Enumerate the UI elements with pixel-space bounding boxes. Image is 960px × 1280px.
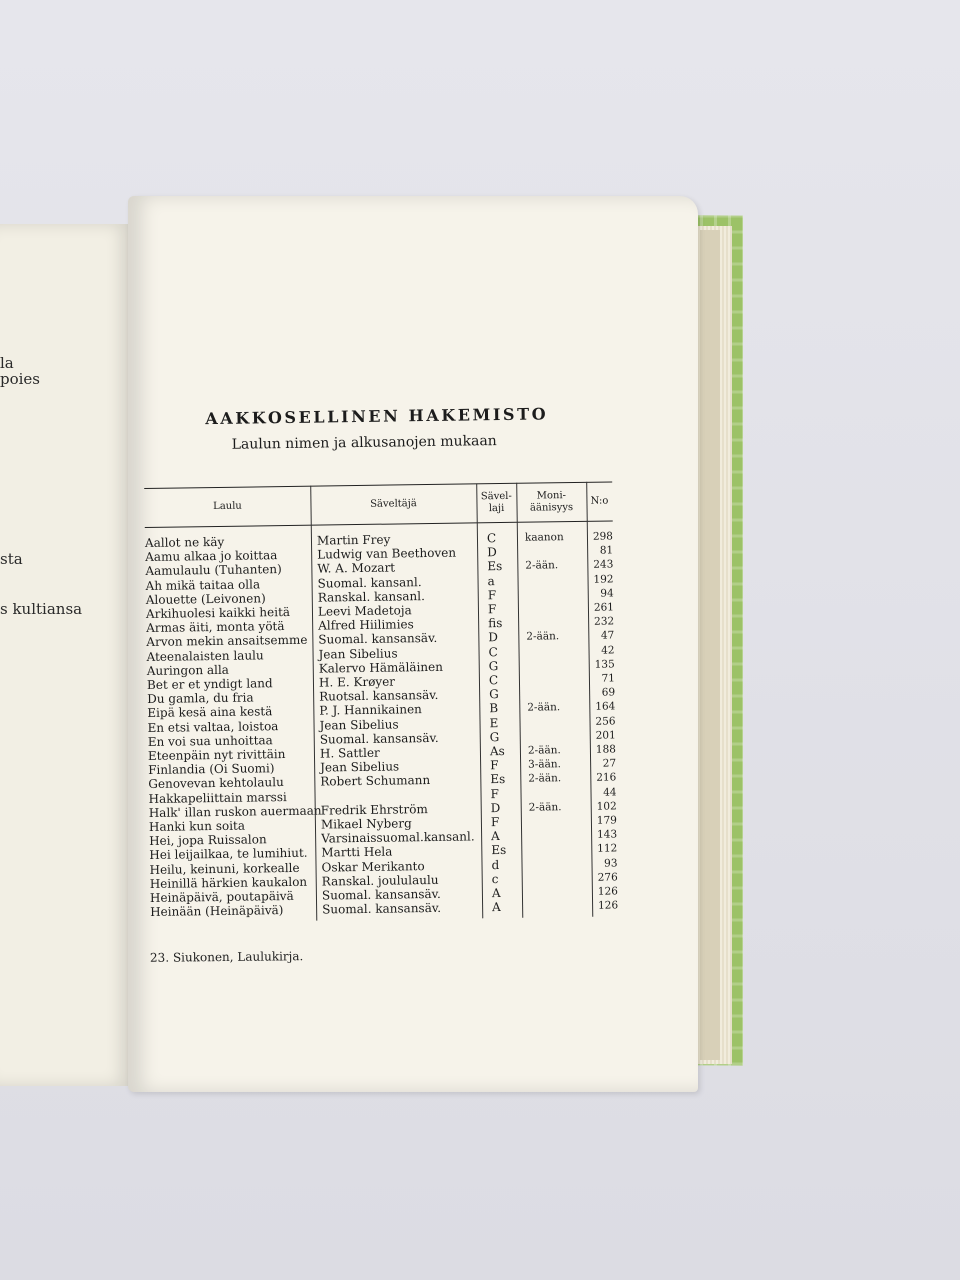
song-composer: Jean Sibelius [318, 646, 398, 662]
header-song: Laulu [213, 500, 242, 513]
song-composer: W. A. Mozart [317, 560, 396, 576]
song-number: 143 [596, 828, 618, 841]
song-title: Genovevan kehtolaulu [148, 775, 284, 792]
song-title: Auringon alla [146, 662, 230, 678]
song-composer: Martin Frey [316, 532, 391, 548]
song-voicing: 2-ään. [527, 701, 561, 715]
song-title: Heinillä härkien kaukalon [149, 874, 308, 891]
song-key: F [490, 815, 500, 830]
song-title: Heinään (Heinäpäivä) [150, 903, 284, 920]
song-title: Bet er et yndigt land [146, 676, 273, 692]
song-key: C [486, 531, 497, 546]
song-number: 27 [602, 757, 617, 770]
header-number: N:o [590, 495, 609, 507]
song-key: D [490, 800, 501, 815]
song-key: Es [487, 559, 503, 574]
song-number: 93 [604, 857, 618, 870]
song-title: Ah mikä taitaa olla [145, 576, 261, 593]
song-title: Hakkapeliittain marssi [148, 789, 287, 806]
song-composer: Oskar Merikanto [321, 858, 425, 875]
song-composer: Mikael Nyberg [320, 816, 412, 832]
left-text-fragment: s kultiansa [0, 600, 83, 618]
song-number: 47 [600, 629, 615, 643]
page-footer: 23. Siukonen, Laulukirja. [149, 949, 304, 965]
song-number: 69 [601, 686, 616, 699]
song-title: Hei, jopa Ruissalon [149, 832, 267, 849]
song-voicing: 2-ään. [528, 800, 562, 814]
song-voicing: 2-ään. [528, 772, 562, 786]
song-composer: Ranskal. kansanl. [317, 588, 425, 605]
left-text-fragment: poies [0, 370, 41, 388]
song-composer: Ruotsal. kansansäv. [319, 688, 439, 704]
song-composer: Jean Sibelius [319, 717, 399, 733]
song-key: a [487, 573, 495, 588]
song-number: 298 [592, 530, 614, 543]
song-number: 94 [600, 587, 614, 600]
page-subtitle: Laulun nimen ja alkusanojen mukaan [231, 433, 497, 453]
song-key: F [490, 786, 499, 801]
song-key: F [487, 602, 497, 617]
song-composer: Ranskal. joululaulu [321, 872, 439, 889]
song-key: C [488, 644, 498, 659]
song-key: A [491, 886, 501, 901]
song-composer: Kalervo Hämäläinen [318, 659, 444, 676]
song-key: fis [488, 616, 503, 631]
song-number: 164 [595, 700, 616, 714]
index-table [144, 481, 618, 925]
song-number: 188 [595, 743, 617, 756]
song-title: Hei leijailkaa, te lumihiut. [149, 846, 308, 863]
table-header [144, 481, 613, 528]
song-composer: Suomal. kansanl. [317, 574, 422, 591]
song-voicing: 3-ään. [528, 758, 562, 771]
song-title: Aamu alkaa jo koittaa [145, 548, 278, 565]
song-key: B [489, 701, 499, 716]
song-title: Armas äiti, monta yötä [146, 619, 285, 636]
song-composer: H. E. Krøyer [318, 674, 396, 690]
song-key: G [489, 729, 500, 744]
song-composer: Jean Sibelius [320, 759, 400, 775]
song-title: Arvon mekin ansaitsemme [146, 633, 308, 650]
header-multi: Moni- äänisyys [529, 490, 574, 514]
song-composer: Ludwig van Beethoven [317, 545, 457, 562]
song-composer: Suomal. kansansäv. [318, 631, 438, 647]
song-key: A [492, 900, 501, 915]
song-composer: Robert Schumann [320, 773, 431, 789]
song-key: F [487, 587, 497, 603]
song-composer: H. Sattler [319, 745, 380, 761]
song-title: Alouette (Leivonen) [145, 591, 266, 607]
song-title: Hanki kun soita [148, 818, 246, 834]
header-key: Sävel- laji [480, 490, 512, 515]
song-voicing: 2-ään. [526, 630, 560, 644]
song-title: Heilu, keinuni, korkealle [149, 860, 300, 877]
song-title: Du gamla, du fria [147, 690, 254, 707]
song-number: 201 [595, 729, 616, 742]
song-key: E [489, 715, 499, 730]
header-composer: Säveltäjä [370, 498, 417, 510]
song-composer: Suomal. kansansäv. [321, 886, 441, 903]
song-number: 126 [597, 899, 619, 912]
song-key: C [488, 673, 499, 688]
page-edges-shadow [700, 230, 720, 1060]
song-title: Halk' illan ruskon auermaan [148, 803, 322, 820]
song-key: As [489, 743, 505, 759]
song-key: F [490, 758, 499, 773]
song-number: 216 [596, 771, 617, 785]
page-title: AAKKOSELLINEN HAKEMISTO [205, 404, 549, 429]
song-title: Arkihuolesi kaikki heitä [145, 604, 291, 621]
left-page [0, 224, 135, 1086]
song-number: 71 [601, 672, 616, 685]
song-number: 112 [597, 842, 618, 856]
song-key: D [487, 545, 497, 560]
song-title: Aamulaulu (Tuhanten) [145, 562, 282, 579]
song-number: 256 [595, 715, 616, 728]
song-key: G [489, 687, 499, 702]
song-title: Finlandia (Oi Suomi) [148, 761, 275, 778]
song-number: 261 [593, 601, 615, 614]
song-number: 81 [599, 544, 614, 557]
song-number: 135 [594, 658, 615, 671]
song-number: 44 [603, 786, 617, 799]
song-title: Eteenpäin nyt rivittäin [147, 747, 286, 763]
song-title: En voi sua unhoittaa [147, 733, 273, 749]
song-number: 102 [596, 800, 617, 813]
song-composer: Martti Hela [321, 844, 393, 860]
song-key: D [488, 630, 499, 645]
song-key: Es [491, 843, 507, 858]
song-key: G [488, 658, 499, 673]
left-text-fragment: la [0, 354, 14, 372]
song-title: Heinäpäivä, poutapäivä [149, 888, 294, 905]
song-key: Es [490, 772, 506, 787]
song-voicing: 2-ään. [527, 744, 561, 757]
song-title: En etsi valtaa, loistoa [147, 718, 279, 735]
song-title: Eipä kesä aina kestä [147, 704, 273, 721]
left-text-fragment: sta [0, 550, 23, 568]
song-key: c [491, 871, 499, 886]
song-voicing: kaanon [524, 531, 564, 544]
song-key: A [491, 829, 500, 844]
song-composer: Suomal. kansansäv. [319, 730, 439, 747]
song-title: Aallot ne käy [144, 534, 225, 550]
song-number: 232 [594, 615, 615, 628]
song-number: 42 [601, 644, 615, 657]
song-number: 126 [597, 885, 618, 898]
song-composer: Fredrik Ehrström [320, 801, 428, 818]
song-composer: Varsinaissuomal.kansanl. [321, 829, 475, 846]
song-number: 179 [596, 814, 617, 827]
song-number: 276 [597, 871, 618, 884]
table-body [145, 521, 619, 925]
song-composer: Leevi Madetoja [317, 603, 412, 619]
song-composer: P. J. Hannikainen [319, 702, 422, 718]
song-number: 192 [593, 573, 614, 586]
song-voicing: 2-ään. [525, 559, 559, 573]
song-number: 243 [593, 558, 614, 572]
song-key: d [491, 857, 500, 872]
song-title: Ateenalaisten laulu [146, 647, 264, 664]
song-composer: Suomal. kansansäv. [322, 901, 442, 917]
song-composer: Alfred Hiilimies [318, 617, 414, 633]
